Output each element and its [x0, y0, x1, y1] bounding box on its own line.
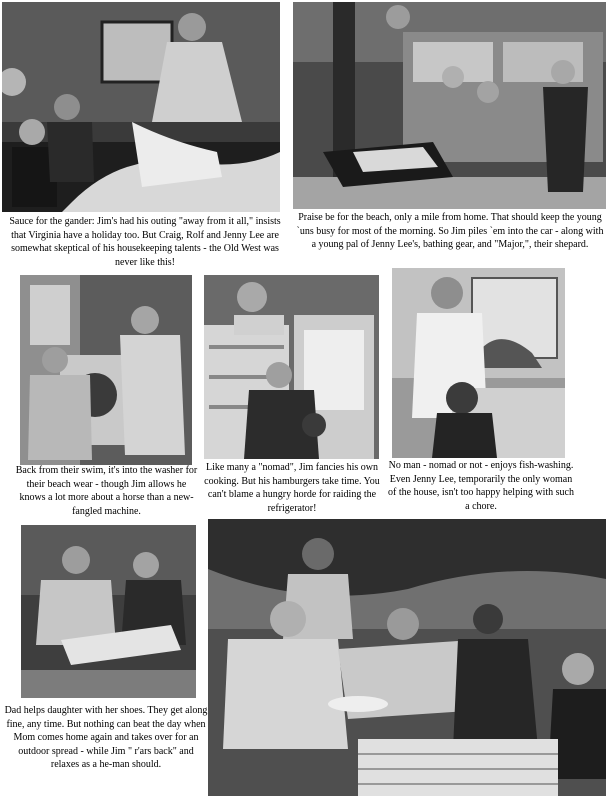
caption-shoes-outdoor: Dad helps daughter with her shoes. They get along fine, any time. But nothing can beat the day when Mom comes home again and takes over for an outdoor spread - while Jim " r'ars back" and relaxes as a he-man should.: [4, 705, 208, 771]
caption-washer: Back from their swim, it's into the washer for their beach wear - though Jim allows he knows a lot more about a horse than a new-fangled machine.: [15, 465, 198, 517]
caption-refrigerator: Like many a "nomad", Jim fancies his own cooking. But his hamburgers take time. You can't blame a hungry horde for raiding the refrigerator!: [204, 462, 380, 514]
caption-fish-washing: No man - nomad or not - enjoys fish-washing. Even Jenny Lee, temporarily the only woman of the house, isn't too happy helping with such a chore.: [388, 460, 574, 512]
photo-car-with-dog: [293, 2, 606, 209]
caption-beach-trip: Praise be for the beach, only a mile from home. That should keep the young `uns busy for most of the morning. So Jim piles `em into the car - along with a young pal of Jenny Lee's, bathing gear, and "Major,", their shepard.: [296, 212, 604, 251]
photo-shoes: [21, 525, 196, 698]
photo-bed-making: [2, 2, 280, 212]
photo-washing-machine: [20, 275, 192, 465]
photo-outdoor-spread: [208, 519, 606, 796]
caption-bed-making: Sauce for the gander: Jim's had his outing "away from it all," insists that Virginia have a holiday too. But Craig, Rolf and Jenny Lee are somewhat skeptical of his housekeeping talents - the Old West was never like this!: [9, 216, 281, 268]
photo-refrigerator: [204, 275, 379, 459]
photo-fish-washing: [392, 268, 565, 458]
